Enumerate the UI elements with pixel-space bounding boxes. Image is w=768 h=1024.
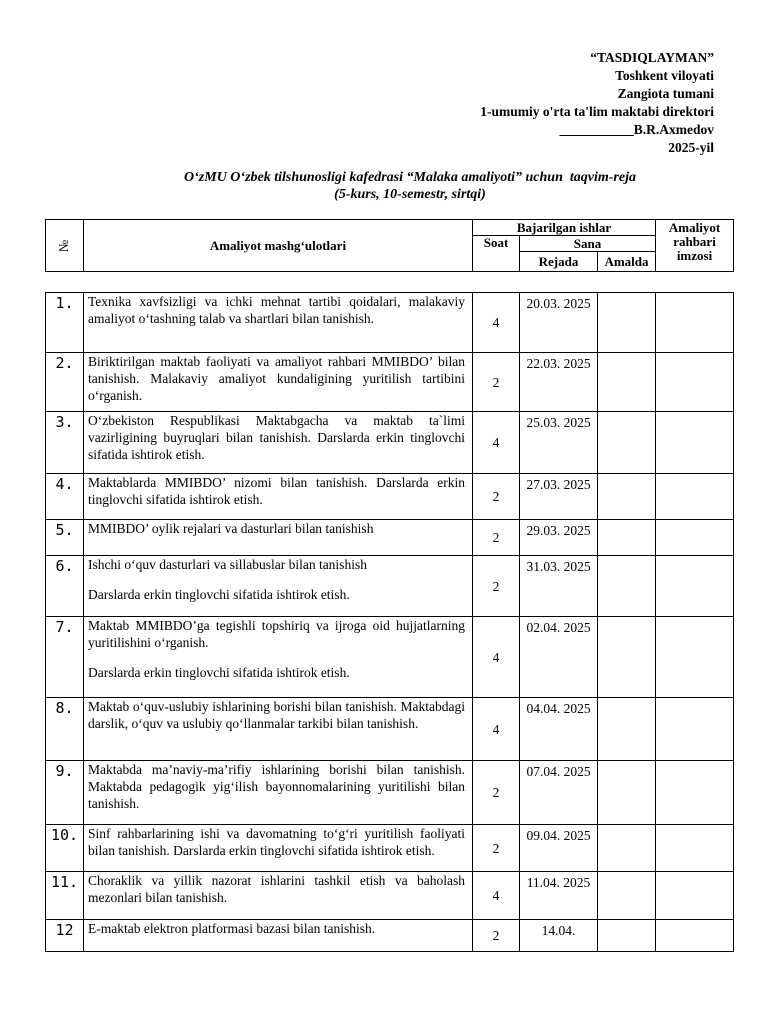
table-row [46,353,734,412]
row-activity [84,617,473,698]
row-activity-text: Texnika xavfsizligi va ichki mehnat tartibi qoidalari, malakaviy amaliyot o‘tashning talab va shartlari bilan tanishish. [88,294,465,326]
row-planned-date: 20.03. 2025 [520,293,598,353]
approval-signature: ___________B.R.Axmedov [559,122,714,137]
row-activity [84,412,473,474]
approval-heading: “TASDIQLAYMAN” [590,50,714,65]
table-row [46,825,734,872]
header-hours: Soat [473,236,520,272]
table-row [46,520,734,556]
row-actual-date [598,617,656,698]
row-activity [84,556,473,617]
row-planned-date: 27.03. 2025 [520,474,598,520]
row-signature [656,474,734,520]
row-actual-date [598,920,656,952]
row-signature [656,761,734,825]
table-row [46,920,734,952]
row-activity-extra: Darslarda erkin tinglovchi sifatida ishtirok etish. [88,587,350,602]
approval-region: Toshkent viloyati [615,68,714,83]
row-activity-text: Maktablarda MMIBDO’ nizomi bilan tanishish. Darslarda erkin tinglovchi sifatida ishtirok etish. [88,475,465,507]
table-row [46,412,734,474]
row-number: 5. [46,520,84,556]
header-actual: Amalda [598,252,656,272]
row-planned-date: 25.03. 2025 [520,412,598,474]
row-activity-text: O‘zbekiston Respublikasi Maktabgacha va maktab ta`limi vazirligining buyruqlari bilan tanishish. Darslarda erkin tinglovchi sifatida ishtirok etish. [88,413,465,462]
table-row [46,761,734,825]
header-planned: Rejada [520,252,598,272]
row-number: 11. [46,872,84,920]
row-signature [656,412,734,474]
row-actual-date [598,412,656,474]
header-signature: Amaliyot rahbari imzosi [656,220,734,272]
row-signature [656,617,734,698]
table-row [46,293,734,353]
row-signature [656,698,734,761]
row-activity [84,698,473,761]
row-signature [656,920,734,952]
row-actual-date [598,520,656,556]
row-activity-extra: Darslarda erkin tinglovchi sifatida ishtirok etish. [88,665,350,680]
row-hours: 4 [473,698,520,761]
row-hours: 4 [473,617,520,698]
row-number: 2. [46,353,84,412]
row-hours: 4 [473,412,520,474]
row-actual-date [598,698,656,761]
row-activity [84,825,473,872]
row-hours: 4 [473,872,520,920]
row-activity-text: MMIBDO’ oylik rejalari va dasturlari bilan tanishish [88,521,374,536]
row-number: 8. [46,698,84,761]
row-activity [84,872,473,920]
row-activity-text: Biriktirilgan maktab faoliyati va amaliyot rahbari MMIBDO’ bilan tanishish. Malakaviy amaliyot kundaligining yuritilish tartibini o‘rganish. [88,354,465,403]
row-hours: 2 [473,353,520,412]
row-actual-date [598,474,656,520]
row-activity-text: Maktabda ma’naviy-ma’rifiy ishlarining borishi bilan tanishish. Maktabda pedagogik yig‘ilish bayonnomalarining yuritilishi bilan tanishish. [88,762,465,811]
row-actual-date [598,872,656,920]
row-activity [84,520,473,556]
row-activity [84,920,473,952]
row-activity [84,353,473,412]
row-number: 4. [46,474,84,520]
row-signature [656,353,734,412]
table-row [46,617,734,698]
row-hours: 2 [473,920,520,952]
row-hours: 4 [473,293,520,353]
row-number: 9. [46,761,84,825]
approval-school: 1-umumiy o'rta ta'lim maktabi direktori [480,104,714,119]
row-actual-date [598,761,656,825]
row-hours: 2 [473,825,520,872]
approval-year: 2025-yil [668,140,714,155]
row-actual-date [598,825,656,872]
schedule-table [45,292,734,952]
row-number: 12 [46,920,84,952]
document-title [120,169,700,203]
title-line-1: O‘zMU O‘zbek tilshunosligi kafedrasi “Malaka amaliyoti” uchun taqvim-reja [184,170,636,185]
row-number: 7. [46,617,84,698]
approval-block [480,49,714,157]
row-activity-text: Ishchi o‘quv dasturlari va sillabuslar bilan tanishish [88,557,367,572]
row-signature [656,556,734,617]
row-activity [84,293,473,353]
row-signature [656,520,734,556]
header-activities: Amaliyot mashg‘ulotlari [84,220,473,272]
row-hours: 2 [473,556,520,617]
row-planned-date: 11.04. 2025 [520,872,598,920]
row-planned-date: 09.04. 2025 [520,825,598,872]
header-date: Sana [520,236,656,252]
row-signature [656,872,734,920]
row-planned-date: 22.03. 2025 [520,353,598,412]
title-line-2: (5-kurs, 10-semestr, sirtqi) [334,187,486,202]
row-planned-date: 31.03. 2025 [520,556,598,617]
row-planned-date: 29.03. 2025 [520,520,598,556]
approval-district: Zangiota tumani [617,86,714,101]
table-row [46,698,734,761]
row-signature [656,825,734,872]
row-actual-date [598,556,656,617]
row-hours: 2 [473,520,520,556]
row-planned-date: 14.04. [520,920,598,952]
row-number: 1. [46,293,84,353]
row-planned-date: 02.04. 2025 [520,617,598,698]
header-completed: Bajarilgan ishlar [473,220,656,236]
row-signature [656,293,734,353]
row-planned-date: 07.04. 2025 [520,761,598,825]
table-row [46,556,734,617]
row-activity-text: E-maktab elektron platformasi bazasi bilan tanishish. [88,921,376,936]
header-table [45,219,734,272]
row-number: 3. [46,412,84,474]
row-activity-text: Choraklik va yillik nazorat ishlarini tashkil etish va baholash mezonlari bilan tanishish. [88,873,465,905]
row-activity-text: Maktab o‘quv-uslubiy ishlarining borishi bilan tanishish. Maktabdagi darslik, o‘quv va uslubiy qo‘llanmalar tarkibi bilan tanishish. [88,699,465,731]
row-hours: 2 [473,474,520,520]
row-activity-text: Sinf rahbarlarining ishi va davomatning to‘g‘ri yuritilish faoliyati bilan tanishish. Darslarda erkin tinglovchi sifatida ishtirok etish. [88,826,465,858]
row-actual-date [598,293,656,353]
row-hours: 2 [473,761,520,825]
header-number: № [46,220,84,272]
row-actual-date [598,353,656,412]
row-activity [84,761,473,825]
row-number: 6. [46,556,84,617]
row-activity-text: Maktab MMIBDO’ga tegishli topshiriq va ijroga oid hujjatlarning yuritilishini o‘rganish. [88,618,465,650]
table-row [46,872,734,920]
table-row [46,474,734,520]
row-planned-date: 04.04. 2025 [520,698,598,761]
row-number: 10. [46,825,84,872]
row-activity [84,474,473,520]
